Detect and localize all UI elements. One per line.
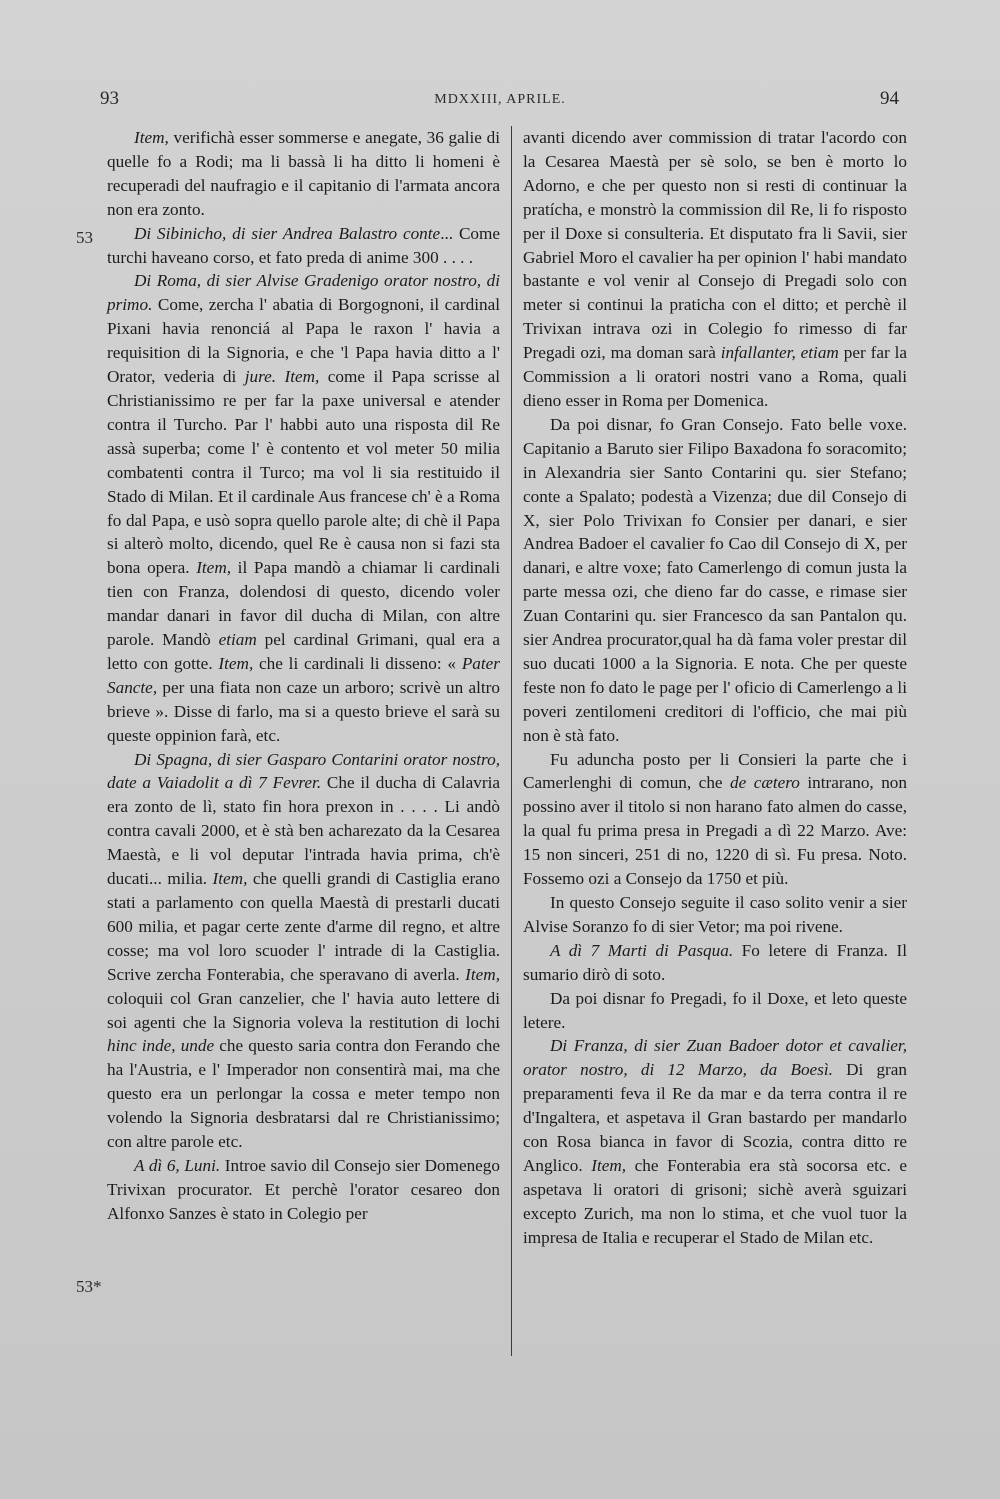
paragraph: Di Roma, di sier Alvise Gradenigo orator nostro, di primo. Come, zercha l' abatia di Borgognoni, il cardinal Pixani havia renonciá al Papa le raxon l' havia a requisition di la Signoria, e che 'l Papa havia ditto a l' Orator, vederia di jure. Item, come il Papa scrisse al Christianissimo re per far la paxe universal e atender contra il Turcho. Par l' habbi auto una risposta dil Re assà superba; come l' è contento et vol meter 50 milia combatenti contra il Turco; ma vol li sia restituido il Stado di Milan. Et il cardinale Aus francese ch' è a Roma fo dal Papa, e usò sopra quello parole alte; di chè il Papa si alterò molto, dicendo, quel Re è causa non si fazi sta bona opera. Item, il Papa mandò a chiamar li cardinali tien con Franza, dolendosi di questo, dicendo voler mandar danari in favor dil ducha di Milan, con altre parole. Mandò etiam pel cardinal Grimani, qual era a letto con gotte. Item, che li cardinali li disseno: « Pater Sancte, per una fiata non caze un arboro; scrivè un altro brieve ». Disse di farlo, ma si a questo brieve el sarà su queste oppinion farà, etc. <box>107 271 500 745</box>
paragraph: A dì 7 Marti di Pasqua. Fo letere di Franza. Il sumario dirò di soto. <box>523 940 907 984</box>
left-column <box>107 126 500 1226</box>
running-title: MDXXIII, APRILE. <box>434 92 566 107</box>
page-number-left: 93 <box>100 88 119 109</box>
column-divider <box>511 126 512 1356</box>
paragraph: In questo Consejo seguite il caso solito venir a sier Alvise Soranzo fo di sier Vetor; ma poi rivene. <box>523 893 907 936</box>
paragraph: Da poi disnar, fo Gran Consejo. Fato belle voxe. Capitanio a Baruto sier Filipo Baxadona fo soracomito; in Alexandria sier Santo Contarini qu. sier Stefano; conte a Spalato; podestà a Vizenza; due dil Consejo di X, sier Polo Trivixan fo Consier per danari, e sier Andrea Badoer el cavalier fo Cao dil Consejo di X, per danari, e altre voxe; fato Camerlengo di comun justa la parte messa ozi, che dieno far do casse, e rimase sier Zuan Contarini qu. sier Francesco da san Pantalon qu. sier Andrea procurator,qual ha dà fama voler prestar dil suo ducati 1000 a la Signoria. E nota. Che per queste feste non fo dato le page per l' oficio di Camerlengo a li poveri zentilomeni creditori di l'officio, che mai più non è stà fato. <box>523 414 907 745</box>
right-column <box>523 126 907 1250</box>
paragraph: Di Sibinicho, di sier Andrea Balastro conte... Come turchi haveano corso, et fato preda di anime 300 . . . . <box>107 223 500 267</box>
paragraph: avanti dicendo aver commission di tratar l'acordo con la Cesarea Maestà per sè solo, se ben è morto lo Adorno, e che per questo non si resti di continuar la pratícha, e monstrò la commission dil Re, li fo risposto per il Doxe si consulteria. Et disputato fra li Savii, sier Gabriel Moro el cavalier ha per opinion l' habi mandato bastante e vol venir al Consejo di Pregadi solo con meter si continui la praticha con el ditto; et perchè il Trivixan intrava ozi in Colegio fo rimesso di far Pregadi ozi, ma doman sarà infallanter, etiam per far la Commission a li oratori nostri vano a Roma, quali dieno esser in Roma per Domenica. <box>523 128 907 410</box>
margin-number-53: 53 <box>76 228 93 247</box>
page-number-right: 94 <box>880 88 899 109</box>
paragraph: Di Spagna, di sier Gasparo Contarini orator nostro, date a Vaiadolit a dì 7 Fevrer. Che il ducha di Calavria era zonto de lì, stato fin hora prexon in . . . . Li andò contra cavali 2000, et è stà ben acharezato da la Cesarea Maestà, e li vol deputar l'intrada havia prima, ch'è ducati... milia. Item, che quelli grandi di Castiglia erano stati a parlamento con quella Maestà di prestarli ducati 600 milia, et pagar certe zente d'arme dil regno, et altre cosse; ma vol loro scuoder l' intrade di la Castiglia. Scrive zercha Fonterabia, che speravano di averla. Item, coloquii col Gran canzelier, che l' havia auto lettere di soi agenti che la Signoria voleva la restitution di lochi hinc inde, unde che questo saria contra don Ferando che ha l'Austria, e l' Imperador non consentirà mai, ma che questo era un perlongar la cossa e meter tempo non volendo la Signoria desbratarsi dal re Christianissimo; con altre parole etc. <box>107 749 500 1152</box>
paragraph: Da poi disnar fo Pregadi, fo il Doxe, et leto queste letere. <box>523 988 907 1032</box>
paragraph: Item, verifichà esser sommerse e anegate, 36 galie di quelle fo a Rodi; ma li bassà li ha ditto li homeni è recuperadi del naufragio e il capitanio di l'armata ancora non era zonto. <box>107 128 500 219</box>
paragraph: Fu aduncha posto per li Consieri la parte che i Camerlenghi di comun, che de cætero intrarano, non possino aver il titolo si non harano fato almen do casse, la qual fu prima presa in Pregadi a dì 22 Marzo. Ave: 15 non sinceri, 251 di no, 1220 di sì. Fu presa. Noto. Fossemo ozi a Consejo da 1750 et più. <box>523 749 907 889</box>
paragraph: Di Franza, di sier Zuan Badoer dotor et cavalier, orator nostro, di 12 Marzo, da Boesì. Di gran preparamenti feva il Re da mar e da terra contra il re d'Ingaltera, et aspetava il Gran bastardo per mandarlo con Rosa bianca in favor di Scozia, contra ditto re Anglico. Item, che Fonterabia era stà socorsa etc. e aspetava li oratori di grisoni; sichè averà sguizari excepto Zurich, ma non lo stima, et che vuol tuor la impresa de Italia e recuperar el Stado de Milan etc. <box>523 1036 908 1247</box>
paragraph: A dì 6, Luni. Introe savio dil Consejo sier Domenego Trivixan procurator. Et perchè l'orator cesareo don Alfonxo Sanzes è stato in Colegio per <box>107 1155 500 1223</box>
margin-number-53-star: 53* <box>76 1277 102 1296</box>
